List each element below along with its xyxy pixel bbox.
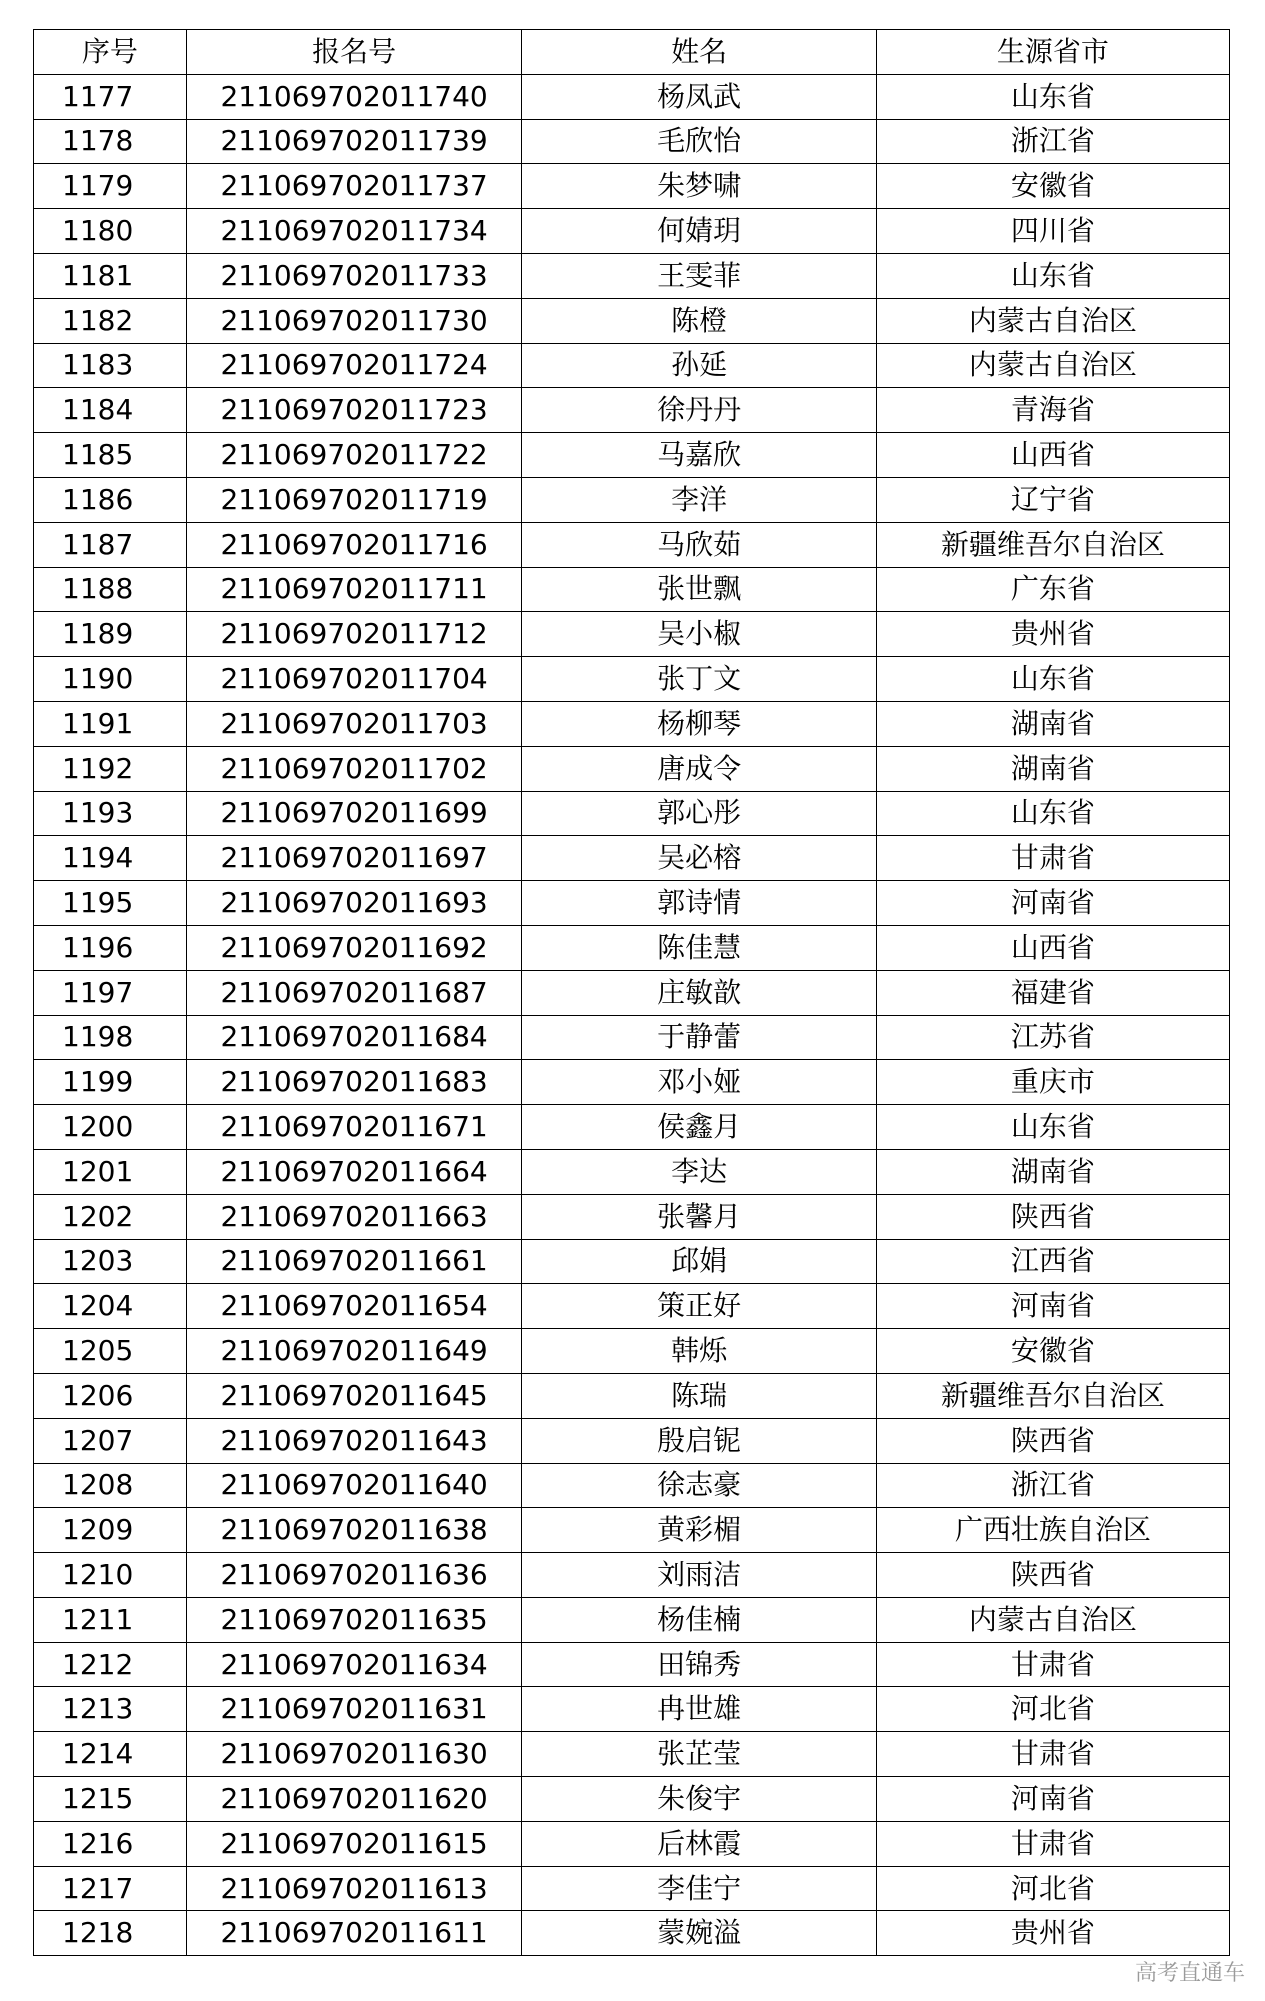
cell-registration-no: 211069702011683 — [186, 1060, 522, 1105]
cell-name: 吴必榕 — [522, 836, 876, 881]
table-row — [34, 746, 1230, 791]
cell-registration-no: 211069702011636 — [186, 1553, 522, 1598]
cell-registration-no: 211069702011654 — [186, 1284, 522, 1329]
cell-province: 内蒙古自治区 — [876, 298, 1229, 343]
cell-registration-no: 211069702011711 — [186, 567, 522, 612]
cell-province: 安徽省 — [876, 1329, 1229, 1374]
cell-name: 冉世雄 — [522, 1687, 876, 1732]
cell-seq: 1190 — [34, 657, 187, 702]
cell-province: 四川省 — [876, 209, 1229, 254]
cell-seq: 1210 — [34, 1553, 187, 1598]
cell-province: 江苏省 — [876, 1015, 1229, 1060]
cell-name: 于静蕾 — [522, 1015, 876, 1060]
cell-name: 后林霞 — [522, 1821, 876, 1866]
cell-registration-no: 211069702011702 — [186, 746, 522, 791]
cell-name: 何婧玥 — [522, 209, 876, 254]
cell-province: 甘肃省 — [876, 1732, 1229, 1777]
table-row — [34, 1687, 1230, 1732]
cell-seq: 1200 — [34, 1105, 187, 1150]
cell-registration-no: 211069702011635 — [186, 1597, 522, 1642]
table-row — [34, 1105, 1230, 1150]
cell-seq: 1211 — [34, 1597, 187, 1642]
cell-province: 内蒙古自治区 — [876, 1597, 1229, 1642]
cell-registration-no: 211069702011615 — [186, 1821, 522, 1866]
cell-name: 李达 — [522, 1149, 876, 1194]
cell-province: 内蒙古自治区 — [876, 343, 1229, 388]
cell-registration-no: 211069702011703 — [186, 701, 522, 746]
cell-province: 湖南省 — [876, 1149, 1229, 1194]
cell-registration-no: 211069702011649 — [186, 1329, 522, 1374]
watermark-text: 高考直通车 — [1134, 1961, 1245, 1986]
cell-registration-no: 211069702011730 — [186, 298, 522, 343]
cell-province: 浙江省 — [876, 1463, 1229, 1508]
cell-name: 田锦秀 — [522, 1642, 876, 1687]
cell-registration-no: 211069702011631 — [186, 1687, 522, 1732]
cell-name: 杨凤武 — [522, 74, 876, 119]
header-province: 生源省市 — [876, 30, 1229, 75]
cell-registration-no: 211069702011661 — [186, 1239, 522, 1284]
table-row — [34, 836, 1230, 881]
table-row — [34, 925, 1230, 970]
cell-province: 河北省 — [876, 1866, 1229, 1911]
cell-name: 韩烁 — [522, 1329, 876, 1374]
table-row — [34, 477, 1230, 522]
table-row — [34, 1373, 1230, 1418]
cell-name: 陈佳慧 — [522, 925, 876, 970]
table-row — [34, 1553, 1230, 1598]
cell-province: 山东省 — [876, 253, 1229, 298]
table-row — [34, 433, 1230, 478]
table-row — [34, 1015, 1230, 1060]
cell-seq: 1177 — [34, 74, 187, 119]
cell-province: 湖南省 — [876, 746, 1229, 791]
header-seq: 序号 — [34, 30, 187, 75]
cell-name: 李佳宁 — [522, 1866, 876, 1911]
table-row — [34, 522, 1230, 567]
cell-seq: 1207 — [34, 1418, 187, 1463]
cell-province: 河北省 — [876, 1687, 1229, 1732]
cell-registration-no: 211069702011723 — [186, 388, 522, 433]
cell-name: 徐志豪 — [522, 1463, 876, 1508]
cell-name: 侯鑫月 — [522, 1105, 876, 1150]
cell-province: 山东省 — [876, 74, 1229, 119]
cell-registration-no: 211069702011640 — [186, 1463, 522, 1508]
cell-registration-no: 211069702011733 — [186, 253, 522, 298]
cell-province: 广西壮族自治区 — [876, 1508, 1229, 1553]
cell-seq: 1181 — [34, 253, 187, 298]
cell-name: 刘雨洁 — [522, 1553, 876, 1598]
cell-province: 河南省 — [876, 1284, 1229, 1329]
cell-name: 杨佳楠 — [522, 1597, 876, 1642]
cell-name: 邓小娅 — [522, 1060, 876, 1105]
table-row — [34, 164, 1230, 209]
table-row — [34, 343, 1230, 388]
cell-seq: 1205 — [34, 1329, 187, 1374]
cell-registration-no: 211069702011739 — [186, 119, 522, 164]
cell-seq: 1208 — [34, 1463, 187, 1508]
cell-name: 马欣茹 — [522, 522, 876, 567]
cell-registration-no: 211069702011712 — [186, 612, 522, 657]
cell-seq: 1196 — [34, 925, 187, 970]
cell-seq: 1188 — [34, 567, 187, 612]
cell-seq: 1213 — [34, 1687, 187, 1732]
cell-registration-no: 211069702011734 — [186, 209, 522, 254]
cell-seq: 1193 — [34, 791, 187, 836]
cell-name: 陈橙 — [522, 298, 876, 343]
cell-province: 湖南省 — [876, 701, 1229, 746]
cell-registration-no: 211069702011645 — [186, 1373, 522, 1418]
table-row — [34, 1239, 1230, 1284]
cell-seq: 1194 — [34, 836, 187, 881]
table-row — [34, 881, 1230, 926]
cell-registration-no: 211069702011693 — [186, 881, 522, 926]
cell-province: 河南省 — [876, 1777, 1229, 1822]
cell-province: 新疆维吾尔自治区 — [876, 1373, 1229, 1418]
cell-name: 吴小椒 — [522, 612, 876, 657]
cell-name: 李洋 — [522, 477, 876, 522]
cell-province: 广东省 — [876, 567, 1229, 612]
cell-registration-no: 211069702011740 — [186, 74, 522, 119]
cell-province: 江西省 — [876, 1239, 1229, 1284]
cell-seq: 1192 — [34, 746, 187, 791]
cell-name: 蒙婉溢 — [522, 1911, 876, 1956]
cell-registration-no: 211069702011716 — [186, 522, 522, 567]
cell-name: 毛欣怡 — [522, 119, 876, 164]
cell-seq: 1184 — [34, 388, 187, 433]
cell-seq: 1197 — [34, 970, 187, 1015]
cell-registration-no: 211069702011684 — [186, 1015, 522, 1060]
table-row — [34, 1777, 1230, 1822]
cell-registration-no: 211069702011634 — [186, 1642, 522, 1687]
cell-name: 朱俊宇 — [522, 1777, 876, 1822]
cell-name: 唐成令 — [522, 746, 876, 791]
cell-province: 陕西省 — [876, 1194, 1229, 1239]
cell-seq: 1203 — [34, 1239, 187, 1284]
cell-registration-no: 211069702011697 — [186, 836, 522, 881]
table-row — [34, 567, 1230, 612]
cell-province: 河南省 — [876, 881, 1229, 926]
table-row — [34, 657, 1230, 702]
cell-seq: 1185 — [34, 433, 187, 478]
cell-registration-no: 211069702011613 — [186, 1866, 522, 1911]
cell-seq: 1217 — [34, 1866, 187, 1911]
cell-name: 杨柳琴 — [522, 701, 876, 746]
header-name: 姓名 — [522, 30, 876, 75]
cell-seq: 1202 — [34, 1194, 187, 1239]
cell-registration-no: 211069702011620 — [186, 1777, 522, 1822]
table-row — [34, 701, 1230, 746]
cell-seq: 1198 — [34, 1015, 187, 1060]
cell-seq: 1204 — [34, 1284, 187, 1329]
cell-province: 甘肃省 — [876, 836, 1229, 881]
table-row — [34, 612, 1230, 657]
table-body — [34, 74, 1230, 1955]
cell-name: 张芷莹 — [522, 1732, 876, 1777]
table-row — [34, 1732, 1230, 1777]
cell-registration-no: 211069702011699 — [186, 791, 522, 836]
cell-province: 山东省 — [876, 657, 1229, 702]
cell-name: 张馨月 — [522, 1194, 876, 1239]
cell-seq: 1216 — [34, 1821, 187, 1866]
cell-province: 陕西省 — [876, 1553, 1229, 1598]
cell-seq: 1180 — [34, 209, 187, 254]
cell-name: 黄彩楣 — [522, 1508, 876, 1553]
cell-seq: 1182 — [34, 298, 187, 343]
cell-registration-no: 211069702011704 — [186, 657, 522, 702]
header-registration-no: 报名号 — [186, 30, 522, 75]
table-row — [34, 1149, 1230, 1194]
cell-province: 重庆市 — [876, 1060, 1229, 1105]
cell-province: 甘肃省 — [876, 1821, 1229, 1866]
cell-province: 山东省 — [876, 1105, 1229, 1150]
cell-seq: 1218 — [34, 1911, 187, 1956]
table-row — [34, 253, 1230, 298]
table-row — [34, 119, 1230, 164]
cell-name: 策正好 — [522, 1284, 876, 1329]
cell-registration-no: 211069702011692 — [186, 925, 522, 970]
cell-registration-no: 211069702011611 — [186, 1911, 522, 1956]
table-row — [34, 1508, 1230, 1553]
cell-name: 郭诗情 — [522, 881, 876, 926]
table-row — [34, 1418, 1230, 1463]
cell-name: 王雯菲 — [522, 253, 876, 298]
cell-province: 甘肃省 — [876, 1642, 1229, 1687]
cell-seq: 1179 — [34, 164, 187, 209]
cell-province: 福建省 — [876, 970, 1229, 1015]
cell-registration-no: 211069702011737 — [186, 164, 522, 209]
cell-name: 陈瑞 — [522, 1373, 876, 1418]
cell-registration-no: 211069702011724 — [186, 343, 522, 388]
cell-seq: 1186 — [34, 477, 187, 522]
table-row — [34, 791, 1230, 836]
cell-name: 邱娟 — [522, 1239, 876, 1284]
cell-seq: 1206 — [34, 1373, 187, 1418]
cell-registration-no: 211069702011630 — [186, 1732, 522, 1777]
table-row — [34, 1911, 1230, 1956]
table-row — [34, 1866, 1230, 1911]
cell-seq: 1189 — [34, 612, 187, 657]
cell-seq: 1212 — [34, 1642, 187, 1687]
cell-seq: 1195 — [34, 881, 187, 926]
table-row — [34, 298, 1230, 343]
cell-province: 山西省 — [876, 433, 1229, 478]
table-row — [34, 1060, 1230, 1105]
cell-seq: 1214 — [34, 1732, 187, 1777]
cell-province: 辽宁省 — [876, 477, 1229, 522]
cell-name: 孙延 — [522, 343, 876, 388]
table-row — [34, 970, 1230, 1015]
cell-province: 浙江省 — [876, 119, 1229, 164]
cell-registration-no: 211069702011722 — [186, 433, 522, 478]
cell-province: 陕西省 — [876, 1418, 1229, 1463]
table-row — [34, 1463, 1230, 1508]
table-row — [34, 1597, 1230, 1642]
cell-province: 安徽省 — [876, 164, 1229, 209]
cell-province: 山西省 — [876, 925, 1229, 970]
table-row — [34, 209, 1230, 254]
cell-province: 贵州省 — [876, 612, 1229, 657]
cell-seq: 1183 — [34, 343, 187, 388]
table-header-row — [34, 30, 1230, 75]
table-row — [34, 74, 1230, 119]
cell-registration-no: 211069702011671 — [186, 1105, 522, 1150]
cell-province: 新疆维吾尔自治区 — [876, 522, 1229, 567]
cell-name: 马嘉欣 — [522, 433, 876, 478]
cell-name: 张世飘 — [522, 567, 876, 612]
cell-name: 徐丹丹 — [522, 388, 876, 433]
cell-seq: 1215 — [34, 1777, 187, 1822]
cell-seq: 1209 — [34, 1508, 187, 1553]
cell-name: 朱梦啸 — [522, 164, 876, 209]
table-row — [34, 1194, 1230, 1239]
cell-name: 殷启铌 — [522, 1418, 876, 1463]
cell-seq: 1187 — [34, 522, 187, 567]
cell-registration-no: 211069702011687 — [186, 970, 522, 1015]
admission-list-table — [33, 29, 1230, 1956]
cell-registration-no: 211069702011643 — [186, 1418, 522, 1463]
table-row — [34, 388, 1230, 433]
cell-seq: 1191 — [34, 701, 187, 746]
cell-name: 郭心彤 — [522, 791, 876, 836]
cell-province: 青海省 — [876, 388, 1229, 433]
cell-province: 贵州省 — [876, 1911, 1229, 1956]
table-row — [34, 1329, 1230, 1374]
cell-registration-no: 211069702011663 — [186, 1194, 522, 1239]
cell-name: 张丁文 — [522, 657, 876, 702]
cell-registration-no: 211069702011664 — [186, 1149, 522, 1194]
cell-seq: 1199 — [34, 1060, 187, 1105]
cell-province: 山东省 — [876, 791, 1229, 836]
cell-seq: 1178 — [34, 119, 187, 164]
cell-seq: 1201 — [34, 1149, 187, 1194]
table-row — [34, 1821, 1230, 1866]
cell-registration-no: 211069702011719 — [186, 477, 522, 522]
table-row — [34, 1284, 1230, 1329]
table-row — [34, 1642, 1230, 1687]
cell-registration-no: 211069702011638 — [186, 1508, 522, 1553]
cell-name: 庄敏歆 — [522, 970, 876, 1015]
